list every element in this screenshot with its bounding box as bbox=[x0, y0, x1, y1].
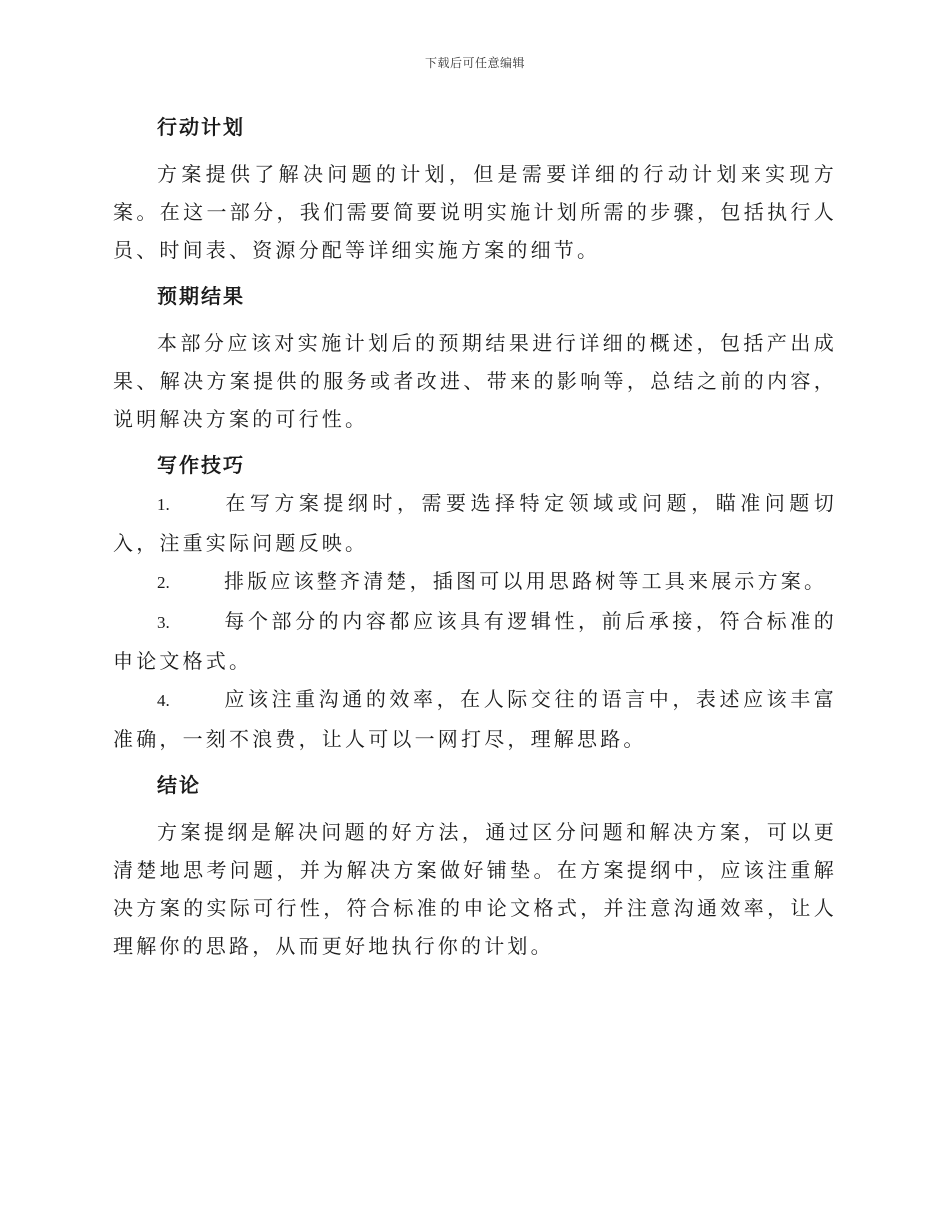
list-text: 排版应该整齐清楚，插图可以用思路树等工具来展示方案。 bbox=[224, 569, 828, 593]
section-paragraph-conclusion: 方案提纲是解决问题的好方法，通过区分问题和解决方案，可以更清楚地思考问题，并为解决方案做好铺垫。在方案提纲中，应该注重解决方案的实际可行性，符合标准的申论文格式，并注意沟通效率，让人理解你的思路，从而更好地执行你的计划。 bbox=[113, 820, 837, 958]
section-heading-expected-results: 预期结果 bbox=[157, 284, 245, 308]
section-heading-writing-tips: 写作技巧 bbox=[157, 453, 245, 477]
list-text: 在写方案提纲时，需要选择特定领域或问题，瞄准问题切入，注重实际问题反映。 bbox=[113, 491, 837, 555]
list-item bbox=[113, 680, 837, 758]
document-body bbox=[113, 108, 837, 965]
page-header: 下载后可任意编辑 bbox=[424, 56, 525, 70]
list-number: 4. bbox=[157, 691, 170, 710]
list-item bbox=[113, 602, 837, 680]
list-text: 应该注重沟通的效率，在人际交往的语言中，表述应该丰富准确，一刻不浪费，让人可以一网打尽，理解思路。 bbox=[113, 687, 837, 751]
section-heading-conclusion: 结论 bbox=[157, 773, 201, 797]
list-number: 3. bbox=[157, 613, 170, 632]
section-heading-action-plan: 行动计划 bbox=[157, 115, 245, 139]
section-paragraph-action-plan: 方案提供了解决问题的计划，但是需要详细的行动计划来实现方案。在这一部分，我们需要简要说明实施计划所需的步骤，包括执行人员、时间表、资源分配等详细实施方案的细节。 bbox=[113, 162, 837, 262]
list-number: 1. bbox=[157, 495, 170, 514]
list-item bbox=[113, 484, 837, 562]
section-paragraph-expected-results: 本部分应该对实施计划后的预期结果进行详细的概述，包括产出成果、解决方案提供的服务或者改进、带来的影响等，总结之前的内容，说明解决方案的可行性。 bbox=[113, 331, 837, 431]
list-text: 每个部分的内容都应该具有逻辑性，前后承接，符合标准的申论文格式。 bbox=[113, 609, 837, 673]
list-number: 2. bbox=[157, 573, 170, 592]
list-item bbox=[113, 562, 837, 602]
